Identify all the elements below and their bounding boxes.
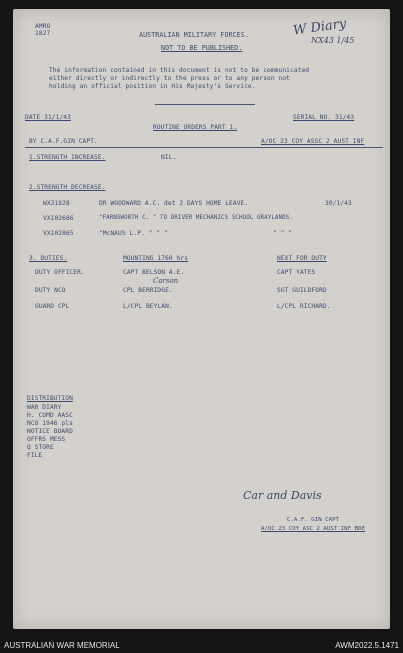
divider — [155, 104, 255, 105]
duty-now-3: L/CPL BEYLAN. — [123, 303, 173, 310]
duties-label: 3. DUTIES. — [29, 255, 68, 262]
signature: Car and Davis — [243, 489, 322, 502]
unit-line: A/OC 23 COY ASSC 2 AUST INF — [261, 138, 365, 145]
decrease-row-3-text: "McNAUS L.P. " " " — [99, 230, 168, 237]
decrease-row-1-no: WX31828 — [43, 200, 70, 207]
duty-next-1: CAPT YATES — [277, 269, 316, 276]
decrease-row-1-date: 30/1/43 — [325, 200, 352, 207]
decrease-row-1-text: DR WOODWARD A.C. det 2 DAYS HOME LEAVE. — [99, 200, 249, 207]
notice-line-2: either directly or indirectly to the press or to any person not — [49, 75, 290, 82]
header-rule — [25, 147, 383, 148]
distribution-item: WAR DIARY — [27, 404, 62, 411]
distribution-item: FILE — [27, 452, 43, 459]
distribution-item: NCO 1946 pls — [27, 420, 73, 427]
handwritten-date: NX43 1/45 — [311, 36, 355, 45]
serial-number: SERIAL NO. 31/43 — [293, 114, 355, 121]
handwritten-correction: Carson — [153, 277, 179, 285]
duty-now-1: CAPT BELSON A.E. — [123, 269, 185, 276]
signature-line-2: A/OC 23 COY ASC 2 AUST INF BDE — [261, 526, 366, 532]
signature-line-1: C.A.F. GIN CAPT — [287, 517, 340, 523]
footer-right: AWM2022.5.1471 — [335, 641, 399, 650]
duty-role-1: DUTY OFFICER. — [35, 269, 85, 276]
order-date: DATE 31/1/43 — [25, 114, 71, 121]
not-published-heading: NOT TO BE PUBLISHED. — [161, 44, 243, 52]
distribution-item: NOTICE BOARD — [27, 428, 73, 435]
notice-line-1: The information contained in this document is not to be communicated — [49, 67, 310, 74]
amro-label: AMRO — [35, 23, 51, 30]
duties-mounting-header: MOUNTING 1760 hrs — [123, 255, 189, 262]
distribution-item: Q STORE — [27, 444, 54, 451]
strength-decrease-label: 2.STRENGTH DECREASE. — [29, 184, 106, 191]
strength-increase-label: 1.STRENGTH INCREASE. — [29, 154, 106, 161]
document-page — [13, 9, 390, 629]
issued-by: BY C.A.F.GIN CAPT. — [29, 138, 98, 145]
duty-now-2: CPL BERRIDGE. — [123, 287, 173, 294]
order-title: ROUTINE ORDERS PART 1. — [153, 124, 238, 131]
distribution-item: H. COMD AASC — [27, 412, 73, 419]
duty-next-2: SGT GUILDFORD — [277, 287, 327, 294]
decrease-row-2-no: VX102686 — [43, 215, 74, 222]
footer-bar — [0, 639, 403, 653]
duty-role-2: DUTY NCO — [35, 287, 66, 294]
forces-heading: AUSTRALIAN MILITARY FORCES. — [139, 31, 249, 39]
distribution-item: OFFRS MESS — [27, 436, 66, 443]
decrease-row-2-text: "FARNSWORTH C. " TO DRIVER MECHANICS SCHOOL GRAYLANDS. — [99, 215, 293, 221]
footer-left: AUSTRALIAN WAR MEMORIAL — [4, 641, 120, 650]
decrease-row-3-ditto: " " " — [273, 230, 293, 237]
amro-number: 1827 — [35, 30, 51, 37]
distribution-label: DISTRIBUTION — [27, 395, 73, 402]
strength-increase-value: NIL. — [161, 154, 177, 161]
duties-next-header: NEXT FOR DUTY — [277, 255, 327, 262]
duty-next-3: L/CPL RICHARD. — [277, 303, 331, 310]
handwritten-annotation: W Diary — [292, 16, 348, 39]
decrease-row-3-no: VX102865 — [43, 230, 74, 237]
duty-role-3: GUARD CPL — [35, 303, 70, 310]
notice-line-3: holding an official position in His Majesty's Service. — [49, 83, 256, 90]
